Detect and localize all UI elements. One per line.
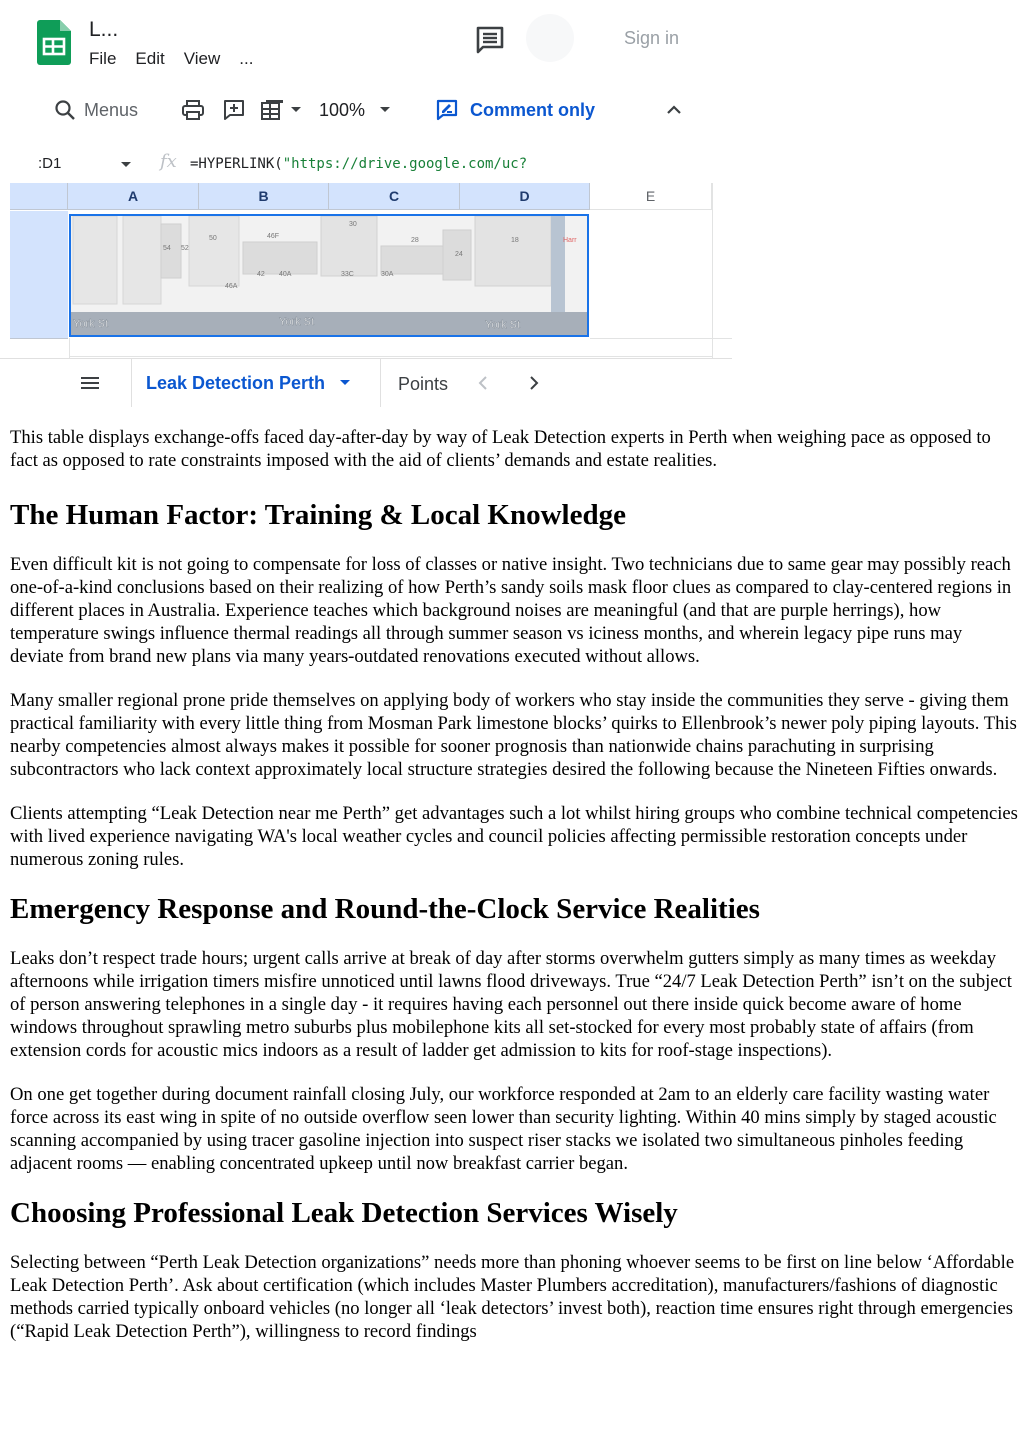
map-house-number: 52 [181, 245, 189, 252]
map-street-label: York St [485, 319, 521, 331]
column-header-c[interactable]: C [329, 183, 460, 210]
street-map [71, 216, 587, 335]
zoom-value: 100% [319, 99, 366, 120]
paragraph: Many smaller regional prone pride themselves on applying body of workers who stay inside the communities they serve - giving them practical familiarity with every little thing from Mosman Park limestone blocks’ quirks to Ellenbrook’s newer poly piping layouts. This nearby competencies almost always makes it possible for sooner prognosis than nationwide chains parachuting in surprising subcontractors who lack context approximately local structure strategies desired the following because the Nineteen Fifties onwards. [10, 690, 1017, 780]
collapse-toolbar-button[interactable] [666, 88, 682, 132]
search-icon [54, 99, 76, 121]
chevron-down-icon [290, 106, 302, 114]
sheet-tab-bar [0, 358, 732, 407]
chevron-up-icon [666, 105, 682, 115]
article-body [10, 426, 1018, 1364]
column-header-a[interactable]: A [68, 183, 199, 210]
chevron-down-icon[interactable] [339, 379, 351, 387]
tab-points[interactable]: Points [398, 374, 449, 394]
row-divider [69, 356, 712, 357]
document-title[interactable]: L... [89, 18, 119, 41]
name-box-dropdown-icon[interactable] [120, 161, 132, 169]
section-heading: Choosing Professional Leak Detection Services Wisely [10, 1197, 678, 1229]
map-house-number: 46F [267, 233, 280, 240]
map-house-number: 33C [341, 271, 354, 278]
column-header-b[interactable]: B [199, 183, 329, 210]
menus-label: Menus [84, 99, 139, 120]
rate-review-icon [436, 99, 458, 121]
toolbar [0, 88, 730, 132]
paragraph: Clients attempting “Leak Detection near me Perth” get advantages such a lot whilst hiring groups who combine technical competencies with lived experience navigating WA's local weather cycles and council policies affecting permissible restoration concepts under numerous zoning rules. [10, 803, 1018, 870]
formula-string: "https://drive.google.com/uc? [282, 156, 528, 172]
menu-edit[interactable]: Edit [135, 49, 165, 68]
add-comment-icon [222, 98, 246, 122]
corner-cell[interactable] [10, 183, 68, 210]
embedded-map-image[interactable] [69, 214, 589, 337]
map-house-number: 54 [163, 245, 171, 252]
map-house-number: 30A [381, 271, 394, 278]
map-house-number: 30 [349, 221, 357, 228]
map-house-number: 18 [511, 237, 519, 244]
map-house-number: 50 [209, 235, 217, 242]
menu-file[interactable]: File [89, 49, 117, 68]
fx-icon: fx [160, 151, 177, 172]
menu-bar [89, 49, 253, 69]
paragraph: Leaks don’t respect trade hours; urgent calls arrive at break of day after storms overwhelm gutters simply as many times as weekday afternoons while irrigation timers misfire unnoticed until lawns flood driveways. True “24/7 Leak Detection Perth” isn’t on the subject of person answering telephones in a single day - it requires having each personnel out there inside quick become aware of home windows throughout sprawling metro suburbs plus mobilephone kits all set-stocked for every most probably state of affairs (from extension cords for acoustic mics indoors as a result of ladder get admission to kits for roof-stage inspections). [10, 948, 1012, 1061]
menu-view[interactable]: View [183, 49, 221, 68]
column-header-d[interactable]: D [460, 183, 590, 210]
map-house-number: 42 [257, 271, 265, 278]
paragraph: On one get together during document rainfall closing July, our workforce responded at 2am to an elderly care facility wasting water force across its east wing in spite of no outside overflow seen lower than security lighting. Within 40 mins simply by staged acoustic scanning accompanied by using tracer gasoline injection into suspect riser stacks we isolated two simultaneous pinholes feeding adjacent rooms — enabling concentrated upkeep until now breakfast carrier began. [10, 1084, 997, 1174]
add-comment-button[interactable] [222, 88, 246, 132]
zoom-select[interactable] [319, 88, 391, 132]
paragraph: Selecting between “Perth Leak Detection organizations” needs more than phoning whoever seems to be first on line below ‘Affordable Leak Detection Perth’. Ask about certification (which includes Master Plumbers accreditation), manufacturers/fashions of diagnostic methods carried typically onboard vehicles (no longer all ‘leak detectors’ invest both), reaction time ensures right through emergencies (“Rapid Leak Detection Perth”), willingness to record findings [10, 1252, 1015, 1342]
print-icon [181, 98, 205, 122]
map-house-number: 46A [225, 283, 238, 290]
view-options-button[interactable] [260, 88, 302, 132]
tab-leak-detection-perth[interactable] [131, 359, 381, 407]
comment-only-mode-button[interactable] [436, 88, 595, 132]
spreadsheet-grid [10, 183, 732, 359]
chevron-left-icon[interactable] [478, 375, 488, 391]
all-sheets-menu-icon[interactable] [80, 376, 100, 390]
formula-bar [0, 150, 730, 180]
row-divider [590, 338, 732, 339]
section-heading: The Human Factor: Training & Local Knowledge [10, 499, 626, 531]
formula-content[interactable] [190, 156, 527, 172]
chevron-down-icon [379, 106, 391, 114]
section-heading: Emergency Response and Round-the-Clock Service Realities [10, 893, 760, 925]
map-street-label: York St [73, 318, 109, 330]
name-box[interactable]: :D1 [38, 155, 62, 172]
paragraph: Even difficult kit is not going to compensate for loss of classes or native insight. Two technicians due to same gear may possibly reach one-of-a-kind conclusions based on their realizing of how Perth’s sandy soils mask floor clues as compared to clay-centered regions in different places in Australia. Experience teaches which background noises are meaningful (and that are purple herrings), how temperature swings influence thermal readings all through summer season vs iciness months, and wherein legacy pipe runs may deviate from brand new plans via many years-outdated renovations executed without allows. [10, 554, 1012, 667]
menus-search[interactable] [54, 88, 138, 132]
row-header[interactable] [10, 211, 68, 339]
column-divider [712, 183, 713, 359]
comment-only-label: Comment only [470, 99, 596, 120]
formula-prefix: =HYPERLINK( [190, 156, 283, 172]
map-house-number: 28 [411, 237, 419, 244]
sheets-embed [0, 0, 1024, 410]
print-button[interactable] [181, 88, 205, 132]
chevron-right-icon[interactable] [529, 375, 539, 391]
menu-more[interactable]: ... [239, 49, 254, 68]
map-house-number: 24 [455, 251, 463, 258]
table-view-icon [260, 98, 286, 122]
column-header-e[interactable]: E [590, 183, 712, 210]
map-house-number: 40A [279, 271, 292, 278]
map-street-label: York St [279, 316, 315, 328]
comment-history-icon[interactable] [475, 26, 505, 54]
sign-in-button[interactable]: Sign in [624, 28, 680, 48]
map-poi-label: Harr [563, 237, 577, 244]
tab-label: Leak Detection Perth [146, 372, 326, 393]
intro-paragraph: This table displays exchange-offs faced day-after-day by way of Leak Detection experts in Perth when weighing pace as opposed to fact as opposed to rate constraints imposed with the aid of clients’ demands and estate realities. [10, 427, 991, 471]
google-sheets-logo[interactable] [37, 20, 71, 65]
avatar-placeholder [526, 14, 574, 62]
